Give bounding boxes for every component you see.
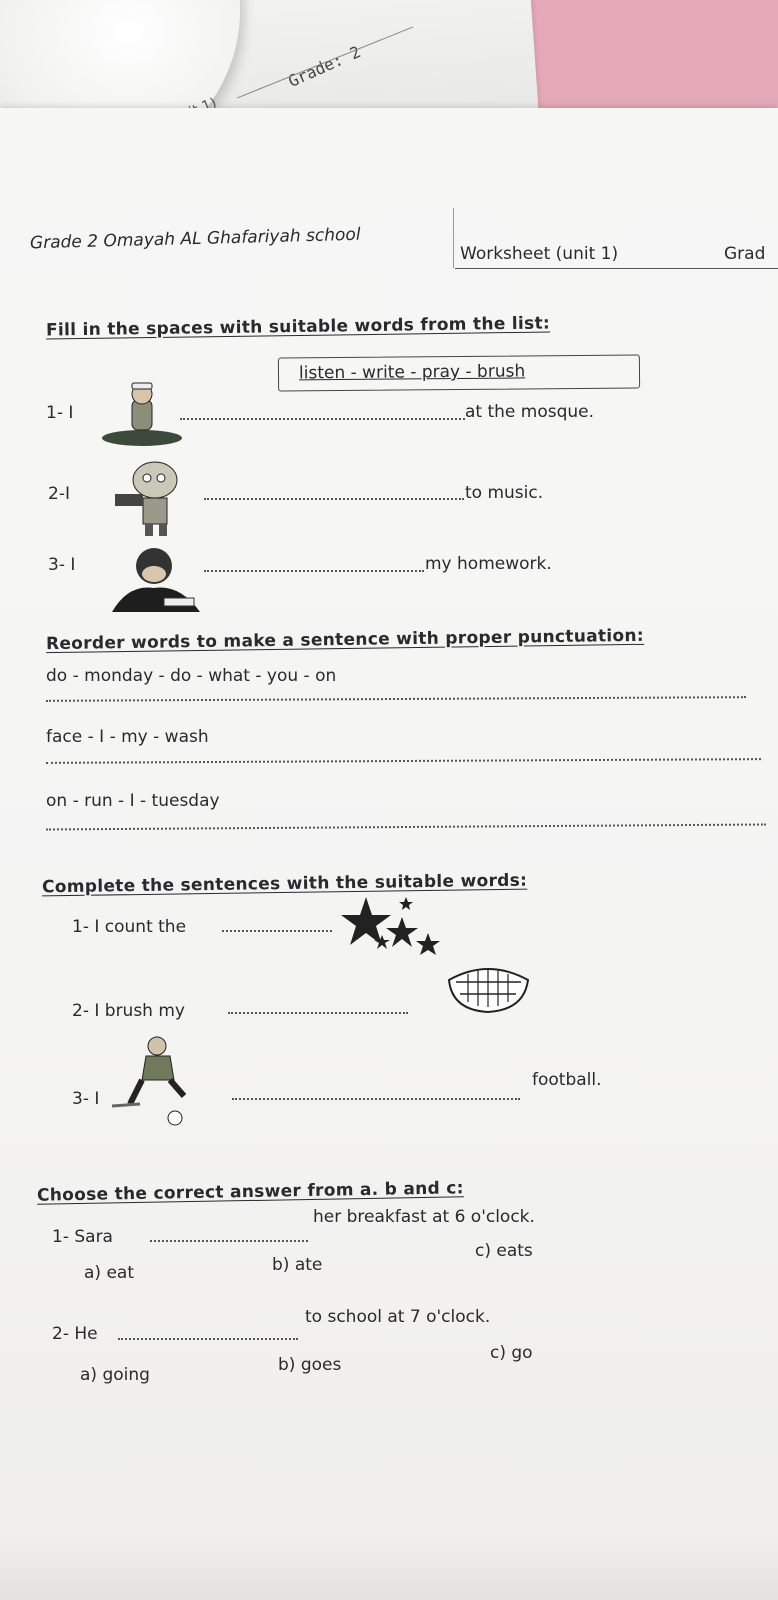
teeth-picture	[446, 960, 531, 1015]
s1-item2-num: 2-I	[48, 484, 70, 504]
s1-item3-ending: my homework.	[425, 554, 552, 574]
q1-end: her breakfast at 6 o'clock.	[313, 1207, 535, 1227]
section4-heading: Choose the correct answer from a. b and c:	[36, 1178, 464, 1206]
s1-item1-ending: at the mosque.	[465, 402, 595, 422]
section2-heading: Reorder words to make a sentence with proper punctuation:	[45, 625, 645, 655]
s3-item1-blank[interactable]	[222, 930, 332, 932]
music-boy-picture	[113, 458, 193, 540]
s2-item3-words: on - run - I - tuesday	[46, 791, 220, 811]
header-underline	[455, 268, 778, 269]
pink-tablecloth	[505, 0, 778, 120]
behind-grade-label: Grade: 2	[285, 42, 364, 91]
praying-boy-picture	[100, 380, 185, 450]
football-player-picture	[112, 1034, 207, 1126]
q2-option-a[interactable]: a) going	[80, 1365, 150, 1385]
s1-item1-blank[interactable]	[180, 418, 465, 420]
s3-item3-blank[interactable]	[232, 1098, 520, 1100]
s3-item1-text: 1- I count the	[72, 917, 187, 937]
section3-heading: Complete the sentences with the suitable words:	[41, 870, 528, 898]
q2-end: to school at 7 o'clock.	[305, 1307, 491, 1327]
s1-item3-num: 3- I	[48, 555, 76, 575]
worksheet-title: Worksheet (unit 1)	[460, 244, 619, 264]
q2-option-c[interactable]: c) go	[490, 1343, 533, 1363]
s3-item3-ending: football.	[532, 1070, 602, 1090]
section1-heading: Fill in the spaces with suitable words from the list:	[45, 313, 551, 341]
homework-boy-picture	[108, 544, 203, 614]
word-list-text: listen - write - pray - brush	[298, 361, 526, 384]
s1-item2-ending: to music.	[465, 483, 544, 503]
q2-blank[interactable]	[118, 1338, 298, 1340]
q2-start: 2- He	[52, 1324, 98, 1344]
q1-option-a[interactable]: a) eat	[84, 1263, 134, 1283]
s1-item1-num: 1- I	[46, 403, 74, 423]
s3-item2-blank[interactable]	[228, 1012, 408, 1014]
s1-item2-blank[interactable]	[204, 498, 464, 500]
stars-picture	[336, 895, 446, 965]
q1-blank[interactable]	[150, 1240, 308, 1242]
page-bottom-shadow	[0, 1540, 778, 1600]
s1-item3-blank[interactable]	[204, 570, 424, 572]
s3-item3-text: 3- I	[72, 1089, 100, 1109]
q2-option-b[interactable]: b) goes	[278, 1355, 342, 1375]
header-divider	[453, 208, 454, 268]
grade-cutoff: Grad	[724, 244, 766, 264]
word-list-box	[278, 354, 640, 391]
q1-option-b[interactable]: b) ate	[272, 1255, 323, 1275]
school-title: Grade 2 Omayah AL Ghafariyah school	[29, 224, 361, 254]
q1-option-c[interactable]: c) eats	[475, 1241, 533, 1261]
s2-item1-words: do - monday - do - what - you - on	[46, 666, 337, 686]
s2-item2-words: face - I - my - wash	[46, 727, 209, 747]
s3-item2-text: 2- I brush my	[72, 1001, 185, 1021]
q1-start: 1- Sara	[52, 1227, 113, 1247]
